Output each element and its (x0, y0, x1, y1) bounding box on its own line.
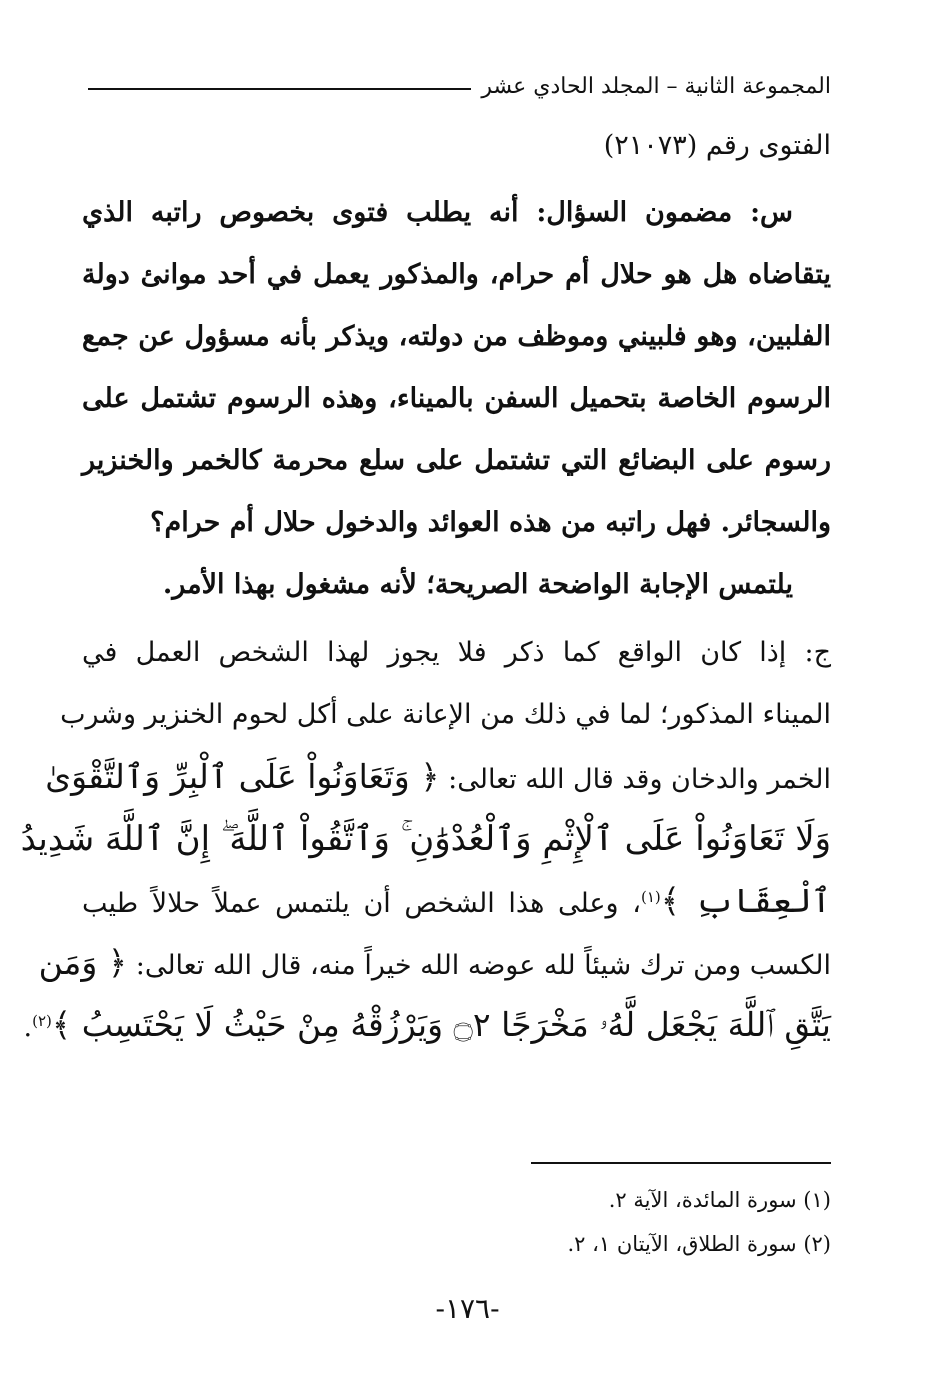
header-rule (88, 88, 471, 90)
footnote: (٢) سورة الطلاق، الآيتان ١، ٢. (567, 1232, 831, 1256)
quran-verse: يَتَّقِ ٱللَّهَ يَجْعَل لَّهُۥ مَخْرَجًا ۝٢ وَيَرْزُقْهُ مِنْ حَيْثُ لَا يَحْتَسِبُ ﴾ (51, 1005, 831, 1044)
running-title: المجموعة الثانية – المجلد الحادي عشر (481, 73, 831, 99)
answer-block (20, 622, 831, 1056)
page-number: -١٧٦- (435, 1292, 500, 1325)
footnotes (567, 1178, 831, 1266)
quran-verse: ﴿ وَتَعَاوَنُواْ عَلَى ٱلْبِرِّ وَٱلتَّقْوَىٰ (45, 757, 440, 796)
answer-text: الكسب ومن ترك شيئاً لله عوضه الله خيراً منه، قال الله تعالى: (135, 950, 831, 981)
answer-line: الميناء المذكور؛ لما في ذلك من الإعانة على أكل لحوم الخنزير وشرب (60, 699, 831, 730)
quran-verse: ٱلْعِقَابِ ﴾ (660, 881, 831, 920)
fatwa-number: الفتوى رقم (٢١٠٧٣) (603, 130, 831, 161)
footnote-ref: (١) (640, 888, 661, 906)
footnote-rule (531, 1162, 831, 1164)
question-line: الفلبين، وهو فلبيني وموظف من دولته، ويذكر بأنه مسؤول عن جمع (82, 321, 831, 352)
question-block (82, 182, 831, 616)
question-line: الرسوم الخاصة بتحميل السفن بالميناء، وهذه الرسوم تشتمل على (82, 383, 831, 414)
sentence-end: . (23, 1012, 33, 1043)
answer-line (23, 994, 831, 1056)
answer-line: ج: إذا كان الواقع كما ذكر فلا يجوز لهذا الشخص العمل في (82, 637, 831, 668)
answer-text: ، وعلى هذا الشخص أن يلتمس عملاً حلالاً طيب (82, 888, 641, 919)
answer-line (38, 932, 831, 994)
footnote-ref: (٢) (32, 1012, 52, 1030)
quran-verse: ﴿ وَمَن (38, 943, 128, 982)
running-header (88, 66, 831, 106)
question-line: رسوم على البضائع التي تشتمل على سلع محرمة كالخمر والخنزير (82, 445, 832, 476)
question-line: س: مضمون السؤال: أنه يطلب فتوى بخصوص راتبه الذي (82, 197, 793, 228)
answer-text: الخمر والدخان وقد قال الله تعالى: (448, 764, 831, 795)
question-line: يتقاضاه هل هو حلال أم حرام، والمذكور يعمل في أحد موانئ دولة (82, 259, 831, 290)
question-line: والسجائر. فهل راتبه من هذه العوائد والدخول حلال أم حرام؟ (150, 507, 831, 538)
answer-line (45, 746, 831, 808)
question-line: يلتمس الإجابة الواضحة الصريحة؛ لأنه مشغول بهذا الأمر. (162, 569, 793, 600)
answer-line (82, 870, 831, 932)
footnote: (١) سورة المائدة، الآية ٢. (608, 1188, 831, 1212)
quran-verse-line: وَلَا تَعَاوَنُواْ عَلَى ٱلْإِثْمِ وَٱلْعُدْوَٰنِ ۚ وَٱتَّقُواْ ٱللَّهَ ۖ إِنَّ ٱللَّهَ شَدِيدُ (20, 819, 831, 859)
